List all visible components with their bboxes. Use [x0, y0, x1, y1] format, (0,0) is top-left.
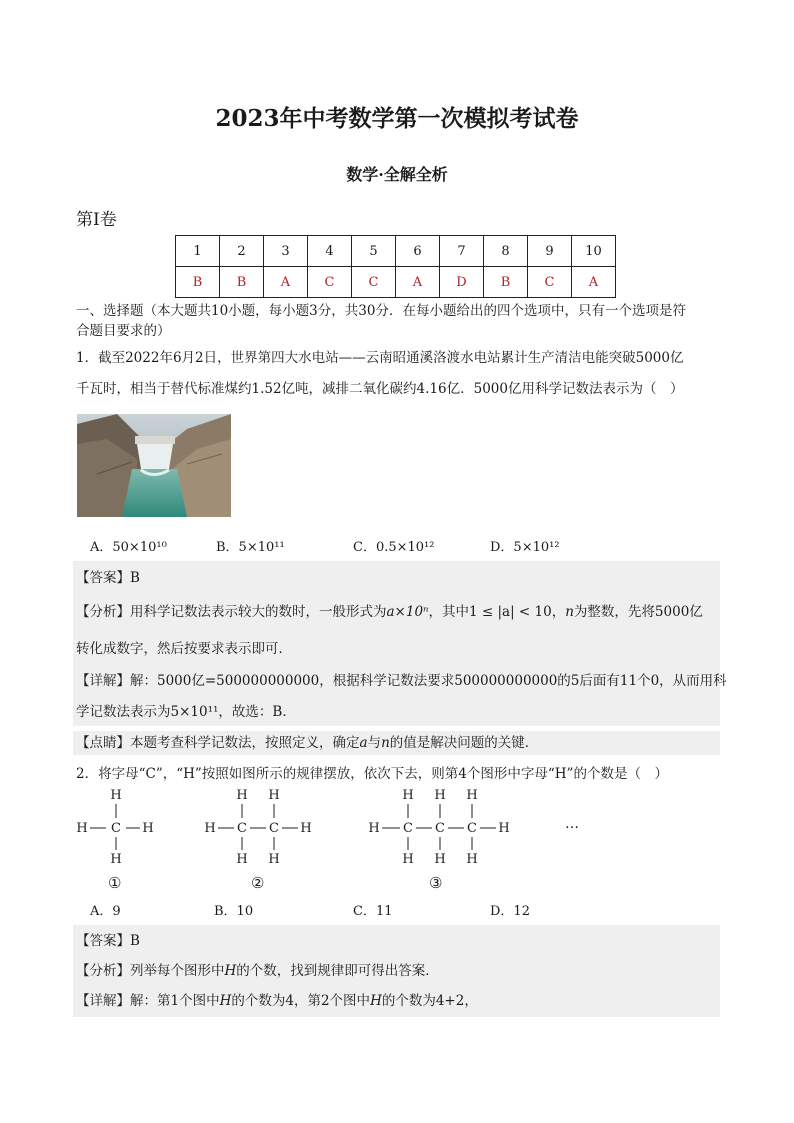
q1-option-d[interactable]: D．5×10¹² — [490, 540, 560, 555]
svg-text:H: H — [434, 788, 446, 803]
q1-point-var-a: a — [359, 735, 368, 751]
svg-text:H: H — [110, 852, 122, 867]
dam-photo — [77, 414, 231, 517]
q2-stem: 2．将字母“C”，“H”按照如图所示的规律摆放，依次下去，则第4个图形中字母“H”的个数是（ ） — [76, 766, 668, 782]
molecule-3 — [368, 788, 509, 867]
svg-text:C: C — [269, 821, 279, 836]
q2-detail — [76, 992, 478, 1010]
table-cell: A — [396, 267, 440, 298]
q1-option-c[interactable]: C．0.5×10¹² — [353, 540, 435, 555]
volume-label: 第Ⅰ卷 — [76, 210, 117, 230]
table-cell: A — [572, 267, 616, 298]
svg-text:H: H — [236, 788, 248, 803]
answer-table-answers-row — [176, 267, 616, 298]
svg-text:H: H — [402, 852, 414, 867]
q1-analysis-text: 【分析】用科学记数法表示较大的数时，一般形式为 — [76, 604, 387, 620]
figure-ellipsis: … — [565, 816, 579, 832]
table-cell: 6 — [396, 236, 440, 267]
table-cell: 4 — [308, 236, 352, 267]
svg-text:C: C — [111, 821, 121, 836]
q1-analysis-var-n: n — [565, 604, 574, 620]
molecule-1 — [76, 788, 153, 867]
figure-label-3: ③ — [429, 874, 443, 892]
table-cell: A — [264, 267, 308, 298]
svg-text:H: H — [76, 821, 88, 836]
q2-detail-var-2: H — [370, 993, 382, 1009]
svg-text:H: H — [402, 788, 414, 803]
q2-analysis-var: H — [224, 963, 237, 979]
q1-point-line — [76, 734, 538, 752]
q2-options — [0, 900, 794, 920]
q2-analysis-text-2: 的个数，找到规律即可得出答案． — [236, 963, 439, 979]
q1-detail-line-1: 【详解】解：5000亿=500000000000，根据科学记数法要求500000000000的5后面有11个0，从而用科 — [76, 673, 727, 689]
table-cell: 2 — [220, 236, 264, 267]
section-header-line-1: 一、选择题（本大题共10小题，每小题3分，共30分．在每小题给出的四个选项中，只有一个选项是符 — [76, 303, 686, 319]
table-cell: C — [352, 267, 396, 298]
table-cell: 5 — [352, 236, 396, 267]
figure-label-2: ② — [251, 874, 265, 892]
svg-text:H: H — [142, 821, 154, 836]
q2-answer: 【答案】B — [76, 933, 140, 949]
svg-text:C: C — [435, 821, 445, 836]
svg-text:H: H — [300, 821, 312, 836]
q1-point-text: 【点睛】本题考查科学记数法，按照定义，确定 — [76, 735, 360, 751]
table-cell: 9 — [528, 236, 572, 267]
q2-option-d[interactable]: D．12 — [490, 904, 530, 919]
table-cell: C — [308, 267, 352, 298]
svg-text:C: C — [467, 821, 477, 836]
svg-text:H: H — [466, 852, 478, 867]
q2-detail-text: 【详解】解：第1个图中 — [76, 993, 220, 1009]
table-cell: B — [220, 267, 264, 298]
q1-stem-line-2: 千瓦时，相当于替代标准煤约1.52亿吨，减排二氧化碳约4.16亿．5000亿用科学记数法表示为（ ） — [76, 381, 684, 397]
q1-analysis-line-1 — [76, 603, 703, 621]
figure-label-1: ① — [108, 874, 122, 892]
page-subtitle: 数学·全解全析 — [346, 165, 448, 184]
table-cell: 8 — [484, 236, 528, 267]
q1-point-var-n: n — [381, 735, 390, 751]
table-cell: D — [440, 267, 484, 298]
q2-option-a[interactable]: A．9 — [90, 904, 121, 919]
q2-analysis — [76, 962, 439, 980]
q2-analysis-text: 【分析】列举每个图形中 — [76, 963, 225, 979]
q1-analysis-formula: a×10ⁿ — [386, 604, 429, 620]
table-cell: B — [176, 267, 220, 298]
svg-text:H: H — [268, 788, 280, 803]
q2-option-b[interactable]: B．10 — [214, 904, 254, 919]
q2-detail-text-3: 的个数为4+2， — [381, 993, 478, 1009]
q2-detail-var-1: H — [219, 993, 232, 1009]
q1-analysis-range: ，其中1 ≤ |a| < 10， — [428, 604, 566, 620]
q1-option-b[interactable]: B．5×10¹¹ — [216, 540, 285, 555]
q2-option-c[interactable]: C．11 — [353, 904, 393, 919]
svg-text:H: H — [110, 788, 122, 803]
dam-photo-image — [77, 414, 231, 517]
table-cell: B — [484, 267, 528, 298]
q1-point-mid: 与 — [367, 735, 382, 751]
molecule-2 — [204, 788, 311, 867]
q1-options — [0, 536, 794, 556]
table-cell: 1 — [176, 236, 220, 267]
svg-text:H: H — [498, 821, 510, 836]
answer-table-numbers-row — [176, 236, 616, 267]
table-cell: C — [528, 267, 572, 298]
q2-detail-text-2: 的个数为4，第2个图中 — [231, 993, 371, 1009]
q1-stem-line-1: 1．截至2022年6月2日，世界第四大水电站——云南昭通溪洛渡水电站累计生产清洁电能突破5000亿 — [76, 350, 684, 366]
svg-text:H: H — [434, 852, 446, 867]
svg-text:H: H — [204, 821, 216, 836]
q1-analysis-line-2: 转化成数字，然后按要求表示即可． — [76, 641, 292, 657]
svg-text:H: H — [268, 852, 280, 867]
svg-text:H: H — [368, 821, 380, 836]
svg-text:H: H — [236, 852, 248, 867]
q1-point-text-2: 的值是解决问题的关键． — [389, 735, 539, 751]
svg-text:C: C — [403, 821, 413, 836]
answer-table — [175, 235, 616, 298]
molecule-figures — [70, 784, 630, 896]
table-cell: 7 — [440, 236, 484, 267]
q1-detail-line-2: 学记数法表示为5×10¹¹，故选：B． — [76, 704, 296, 720]
table-cell: 10 — [572, 236, 616, 267]
q1-analysis-text-2: 为整数，先将5000亿 — [573, 604, 703, 620]
svg-text:C: C — [237, 821, 247, 836]
section-header-line-2: 合题目要求的） — [76, 323, 171, 339]
page-title: 2023年中考数学第一次模拟考试卷 — [215, 105, 579, 132]
q1-option-a[interactable]: A．50×10¹⁰ — [90, 540, 167, 555]
q1-answer: 【答案】B — [76, 570, 140, 586]
table-cell: 3 — [264, 236, 308, 267]
svg-text:H: H — [466, 788, 478, 803]
